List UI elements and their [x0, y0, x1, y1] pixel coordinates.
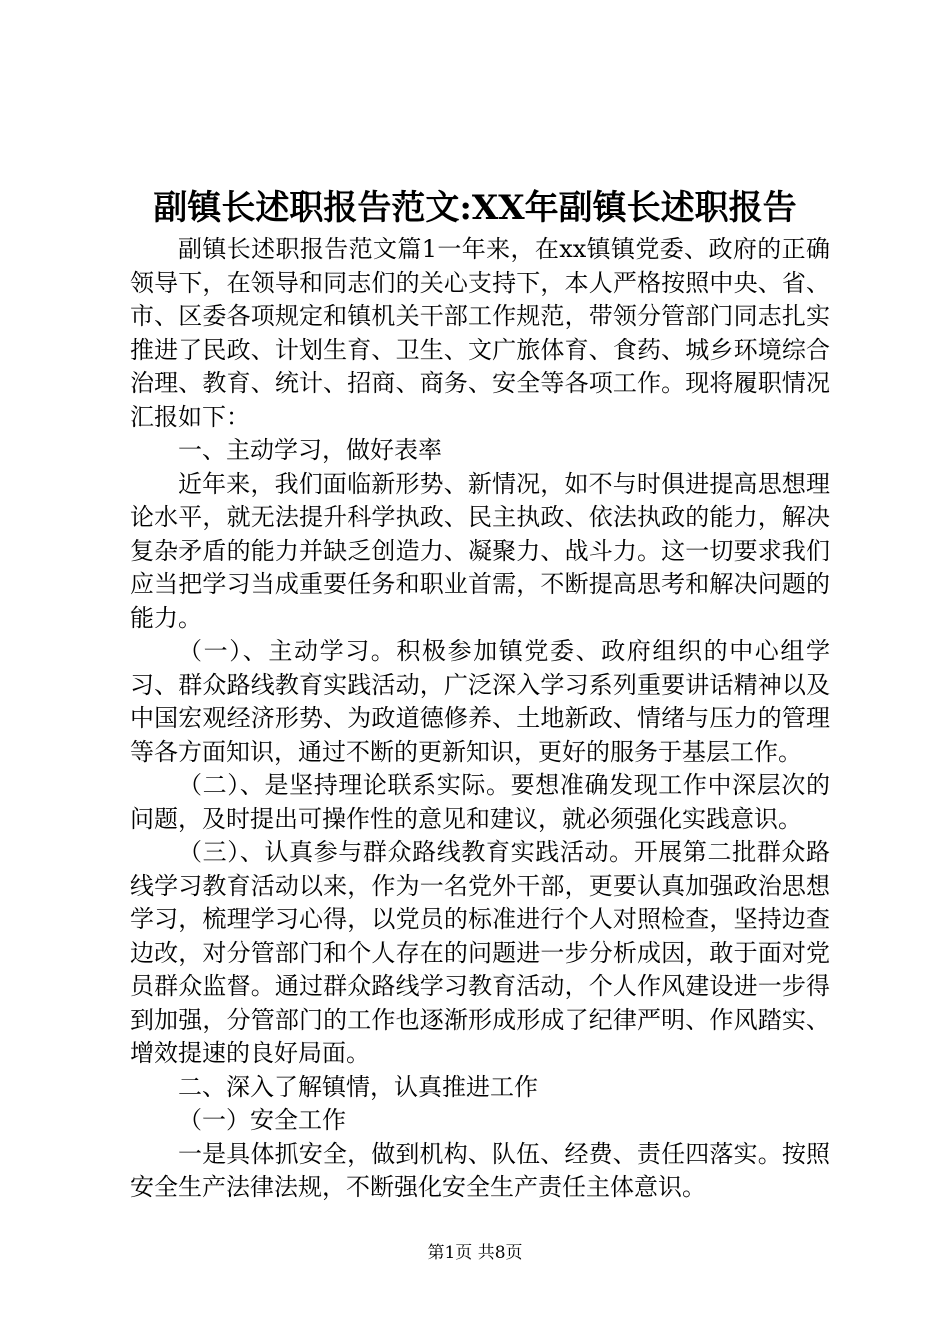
- paragraph-study-item-1: （一）、主动学习。积极参加镇党委、政府组织的中心组学习、群众路线教育实践活动，广泛深入学习系列重要讲话精神以及中国宏观经济形势、为政道德修养、土地新政、情绪与压力的管理等各方面知识，通过不断的更新知识，更好的服务于基层工作。: [130, 637, 830, 766]
- paragraph-intro: 副镇长述职报告范文篇1一年来，在xx镇镇党委、政府的正确领导下，在领导和同志们的关心支持下，本人严格按照中央、省、市、区委各项规定和镇机关干部工作规范，带领分管部门同志扎实推进了民政、计划生育、卫生、文广旅体育、食药、城乡环境综合治理、教育、统计、招商、商务、安全等各项工作。现将履职情况汇报如下：: [130, 235, 830, 431]
- subsection-heading-safety: （一）安全工作: [178, 1106, 346, 1134]
- page-number-footer: 第1页 共8页: [427, 1243, 523, 1263]
- paragraph-study-item-2: （二）、是坚持理论联系实际。要想准确发现工作中深层次的问题，及时提出可操作性的意见和建议，就必须强化实践意识。: [130, 771, 830, 833]
- document-title: 副镇长述职报告范文:XX年副镇长述职报告: [153, 188, 797, 228]
- section-heading-2: 二、深入了解镇情，认真推进工作: [178, 1072, 538, 1101]
- paragraph-study-overview: 近年来，我们面临新形势、新情况，如不与时俱进提高思想理论水平，就无法提升科学执政、民主执政、依法执政的能力，解决复杂矛盾的能力并缺乏创造力、凝聚力、战斗力。这一切要求我们应当把学习当成重要任务和职业首需，不断提高思考和解决问题的能力。: [130, 469, 830, 632]
- paragraph-safety-1: 一是具体抓安全，做到机构、队伍、经费、责任四落实。按照安全生产法律法规，不断强化安全生产责任主体意识。: [130, 1139, 830, 1201]
- section-heading-1: 一、主动学习，做好表率: [178, 436, 442, 464]
- paragraph-study-item-3: （三）、认真参与群众路线教育实践活动。开展第二批群众路线学习教育活动以来，作为一名党外干部，更要认真加强政治思想学习，梳理学习心得，以党员的标准进行个人对照检查，坚持边查边改，对分管部门和个人存在的问题进一步分析成因，敢于面对党员群众监督。通过群众路线学习教育活动，个人作风建设进一步得到加强，分管部门的工作也逐渐形成形成了纪律严明、作风踏实、增效提速的良好局面。: [130, 838, 830, 1067]
- document-body: [130, 233, 830, 1205]
